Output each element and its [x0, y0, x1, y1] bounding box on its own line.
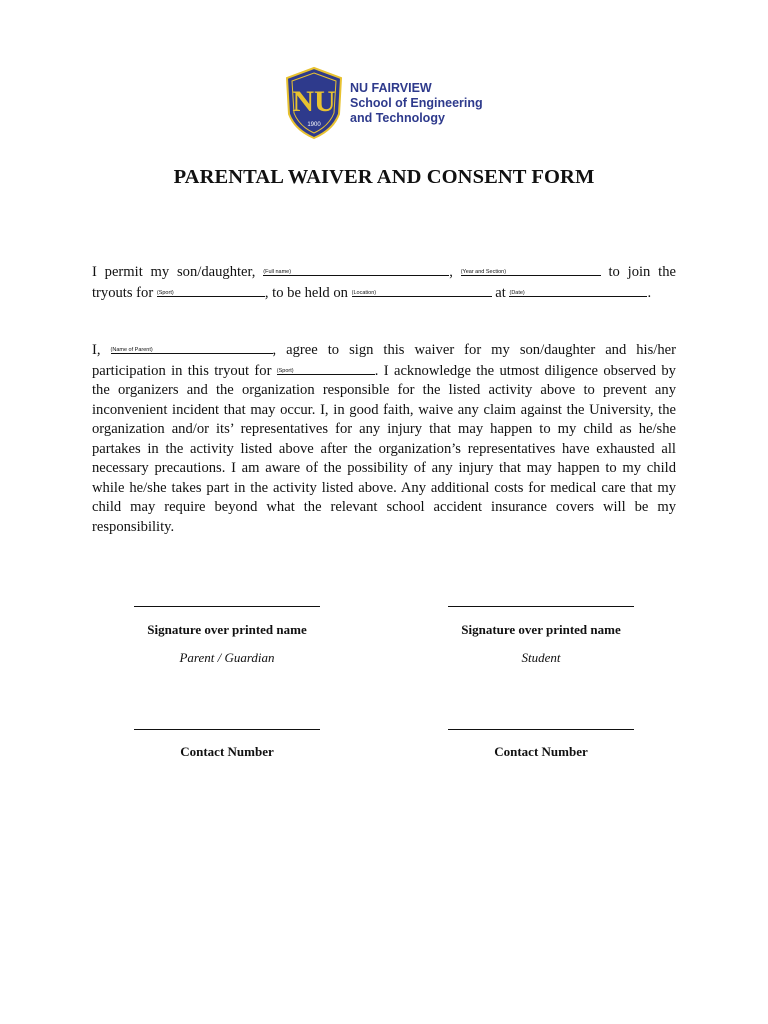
field-hint: (Date)	[509, 289, 525, 296]
text-segment: I permit my son/daughter,	[92, 264, 256, 280]
date-field[interactable]	[509, 283, 647, 297]
student-signature-label: Signature over printed name	[461, 622, 621, 637]
school-header	[283, 66, 483, 140]
sport-field[interactable]	[157, 283, 265, 297]
logo-letters: NU	[292, 85, 336, 118]
sport-field-2[interactable]	[277, 361, 375, 375]
waiver-paragraph	[92, 340, 676, 537]
student-signature-line[interactable]	[448, 606, 634, 607]
parent-signature-label: Signature over printed name	[147, 622, 307, 637]
field-hint: (Sport)	[156, 289, 174, 296]
field-hint: (Year and Section)	[460, 269, 507, 275]
year-section-field[interactable]	[461, 262, 601, 276]
text-segment: .	[647, 284, 652, 301]
text-segment: at	[495, 284, 506, 301]
text-segment: to join the tryouts for	[92, 264, 676, 301]
location-field[interactable]	[352, 283, 492, 297]
field-hint: (Location)	[351, 289, 377, 296]
field-hint: (Name of Parent)	[110, 347, 153, 353]
logo-year: 1900	[307, 122, 321, 128]
field-hint: (Full name)	[263, 269, 292, 275]
parent-signature-line[interactable]	[134, 606, 320, 607]
text-segment: , to be held on	[264, 284, 348, 301]
parent-contact-label: Contact Number	[180, 744, 274, 759]
school-line-2: School of Engineering	[350, 95, 483, 110]
text-segment: I,	[92, 342, 101, 358]
school-line-1: NU FAIRVIEW	[350, 80, 432, 95]
student-contact-line[interactable]	[448, 729, 634, 730]
parent-role: Parent / Guardian	[179, 650, 275, 665]
full-name-field[interactable]	[263, 262, 449, 276]
school-name	[350, 81, 483, 126]
parent-name-field[interactable]	[111, 340, 273, 354]
school-line-3: and Technology	[350, 110, 445, 125]
form-title: PARENTAL WAIVER AND CONSENT FORM	[173, 166, 595, 188]
text-segment: , agree to sign this waiver for my son/daughter and his/her participation in this tryout for	[92, 342, 676, 379]
parent-contact-line[interactable]	[134, 729, 320, 730]
nu-shield-logo-icon	[283, 66, 345, 140]
consent-paragraph	[92, 262, 676, 303]
text-segment: ,	[449, 264, 453, 280]
field-hint: (Sport)	[276, 367, 294, 374]
text-segment: . I acknowledge the utmost diligence observed by the organizers and the organization responsible for the listed activity above to prevent any inconvenient incident that may occur. I, in good faith, waive any claim against the University, the organization and/or its’ representatives for any injury that may happen to my child as he/she partakes in the activity listed above after the organization’s representatives have exhausted all necessary precautions. I am aware of the possibility of any injury that may happen to my child while he/she takes part in the activity listed above. Any additional costs for medical care that my child may require beyond what the relevant school accident insurance covers will be my responsibility.	[92, 362, 676, 535]
student-contact-label: Contact Number	[494, 744, 588, 759]
student-role: Student	[521, 650, 561, 665]
